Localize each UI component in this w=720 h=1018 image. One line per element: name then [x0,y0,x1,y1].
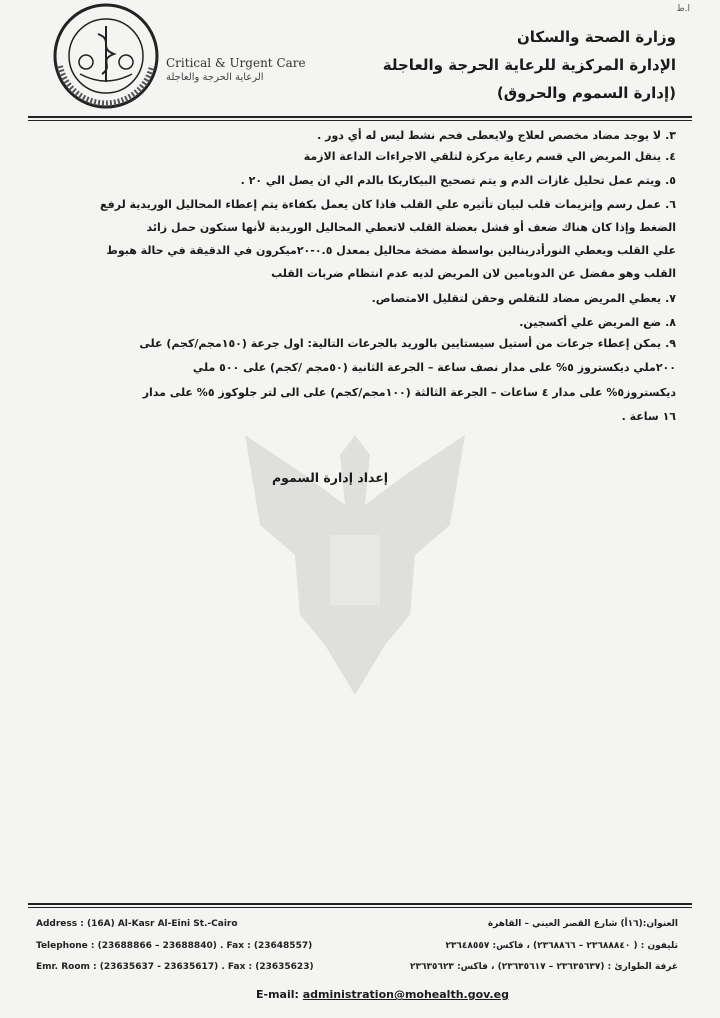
list-item: ٧.يعطي المريض مضاد للتقلص وحقن لتقليل الامتصاص. [371,292,676,305]
email-link[interactable]: administration@mohealth.gov.eg [302,988,509,1001]
telephone-ar: تليفون : ( ٢٣٦٨٨٨٤٠ – ٢٣٦٨٨٦٦) ، فاكس: ٢٣٦٤٨٥٥٧ [445,941,678,951]
emergency-room-en: Emr. Room : (23635637 - 23635617) . Fax : (23635623) [36,962,314,972]
list-item-continuation: الضغط وإذا كان هناك ضعف أو فشل بعضلة القلب لاتعطي المحاليل الوريدية لأنها ستكون حمل زائد [146,221,676,234]
emergency-room-ar: غرفة الطوارئ : (٢٣٦٣٥٦٣٧ – ٢٣٦٣٥٦١٧) ، فاكس: ٢٣٦٣٥٦٢٣ [409,962,678,972]
ministry-title: وزارة الصحة والسكان [516,28,676,46]
list-item-continuation: علي القلب ويعطي النورأدرينالين بواسطة مضخة محاليل بمعدل ٠.٥-٢٠ميكرون في الدقيقة في حالة هبوط [106,244,676,257]
department-title: الإدارة المركزية للرعاية الحرجة والعاجلة [382,56,676,74]
ministry-seal-logo [52,2,160,110]
list-item: ٦.عمل رسم وإنزيمات قلب لبيان تأثيره علي القلب فاذا كان يعمل بكفاءة يتم إعطاء المحاليل الوريدية لرفع [100,198,676,211]
section-title: (إدارة السموم والحروق) [496,84,676,102]
critical-urgent-care-label: Critical & Urgent Care [166,56,306,70]
header-divider-thin [28,120,692,121]
list-item: ٥.ويتم عمل تحليل غازات الدم و يتم تصحيح البيكاربكا بالدم الي ان يصل الي ٢٠ . [240,174,676,187]
list-item-continuation: ٢٠٠ملي ديكستروز ٥% على مدار نصف ساعة – الجرعة الثانية (٥٠مجم /كجم) على ٥٠٠ ملي [192,361,676,374]
list-item: ٩.يمكن إعطاء جرعات من أستيل سيستايين بالوريد بالجرعات التالية: اول جرعة (١٥٠مجم/كجم) على [139,337,676,350]
address-en: Address : (16A) Al-Kasr Al-Eini St.-Cairo [36,919,238,929]
eagle-watermark [235,415,475,700]
list-item-continuation: ١٦ ساعة . [621,410,676,423]
list-item-continuation: القلب وهو مفضل عن الدوبامين لان المريض لديه عدم انتظام ضربات القلب [271,267,676,280]
corner-mark: ا.ط [676,4,690,14]
address-ar: العنوان:(١٦أ) شارع القصر العيني – القاهرة [487,919,678,929]
telephone-en: Telephone : (23688866 – 23688840) . Fax : (23648557) [36,941,313,951]
prepared-by-signature: إعداد إدارة السموم [272,470,389,485]
footer-divider [28,903,692,905]
email-label: E-mail: [256,988,299,1001]
critical-urgent-care-label-ar: الرعاية الحرجة والعاجلة [166,72,264,83]
list-item: ٣.لا يوجد مضاد مخصص لعلاج ولايعطى فحم نشط ليس له أي دور . [317,129,676,142]
email-line [256,988,509,1001]
list-item: ٨.ضع المريض علي أكسجين. [519,316,676,329]
list-item: ٤.ينقل المريض الي قسم رعاية مركزة لتلقي الاجراءات الداعة الازمة [303,150,676,163]
list-item-continuation: ديكستروز٥% على مدار ٤ ساعات – الجرعة الثالثة (١٠٠مجم/كجم) على الى لتر جلوكوز ٥% على مدار [142,386,676,399]
footer-divider-thin [28,907,692,908]
header-divider [28,116,692,118]
